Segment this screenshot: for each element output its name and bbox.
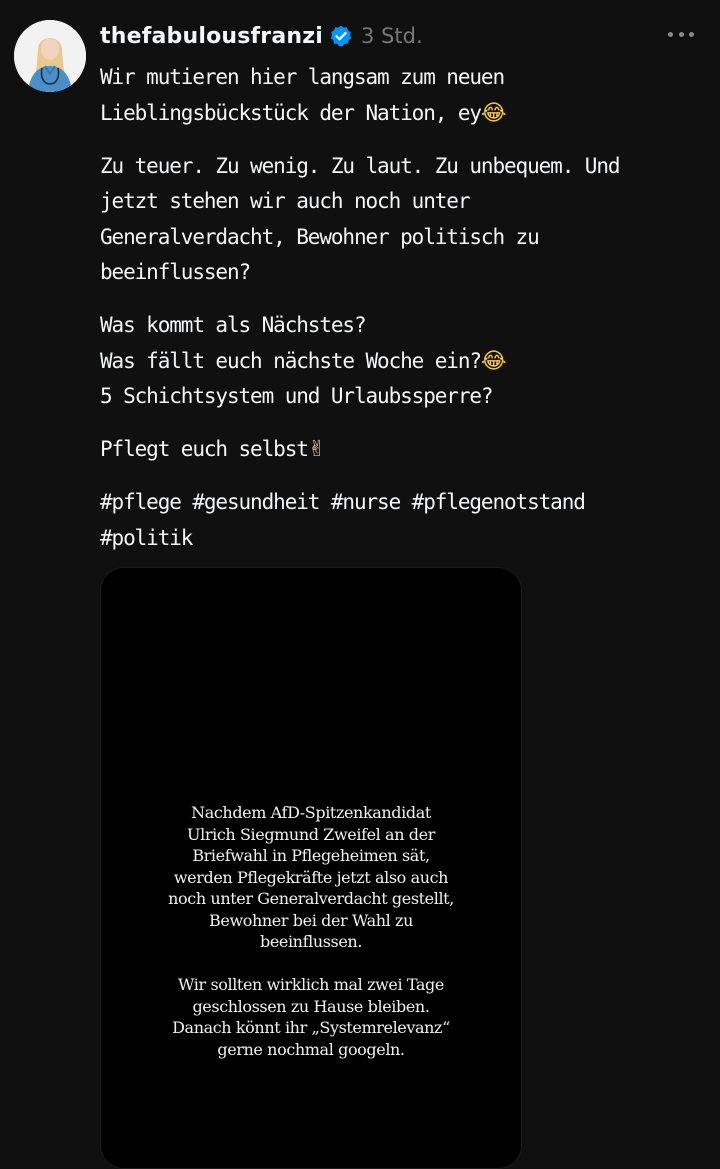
image-text-line: Danach könnt ihr „Systemrelevanz“ (172, 1018, 450, 1037)
image-text-line: Wir sollten wirklich mal zwei Tage (178, 975, 444, 994)
image-text-line: Nachdem AfD-Spitzenkandidat (191, 803, 431, 822)
caption-line: Was fällt euch nächste Woche ein? (100, 348, 481, 373)
hashtag-line[interactable]: #politik (100, 525, 193, 550)
caption-line: 5 Schichtsystem und Urlaubssperre? (100, 384, 493, 408)
caption-line: Lieblingsbückstück der Nation, ey (100, 100, 481, 125)
caption-paragraph (100, 432, 700, 468)
avatar-image (14, 20, 86, 92)
post-timestamp: 3 Std. (361, 24, 423, 48)
caption-line: jetzt stehen wir auch noch unter (100, 189, 470, 213)
caption-paragraph (100, 60, 700, 131)
hashtag-line[interactable]: #pflege #gesundheit #nurse #pflegenotstand (100, 490, 585, 514)
avatar[interactable] (14, 20, 86, 92)
more-options-icon[interactable] (668, 24, 694, 44)
image-text-line: werden Pflegekräfte jetzt also auch (173, 867, 449, 887)
image-text-line: beeinflussen. (259, 932, 363, 951)
image-text-line: Ulrich Siegmund Zweifel an der (187, 824, 435, 844)
image-text-line: gerne nochmal googeln. (217, 1039, 405, 1059)
username[interactable]: thefabulousfranzi (100, 23, 324, 49)
laughing-tears-emoji: 😂 (480, 348, 507, 374)
caption-paragraph (100, 308, 700, 415)
caption-line: beeinflussen? (100, 260, 251, 284)
post-image[interactable] (100, 567, 522, 1169)
verified-badge-icon (329, 24, 353, 48)
post-header (100, 18, 423, 54)
caption-line: Wir mutieren hier langsam zum neuen (100, 65, 505, 89)
post-caption (100, 60, 700, 574)
hashtags (100, 485, 700, 556)
caption-paragraph (100, 149, 700, 291)
image-text (101, 802, 521, 1060)
caption-line: Zu teuer. Zu wenig. Zu laut. Zu unbequem. Und (100, 153, 620, 178)
caption-line: Generalverdacht, Bewohner politisch zu (100, 224, 539, 249)
victory-hand-emoji: ✌ (307, 437, 327, 462)
caption-line: Pflegt euch selbst (100, 437, 308, 461)
image-text-line: noch unter Generalverdacht gestellt, (168, 889, 454, 908)
laughing-tears-emoji: 😂 (480, 100, 507, 126)
image-text-line: geschlossen zu Hause bleiben. (192, 996, 430, 1016)
image-text-line: Briefwahl in Pflegeheimen sät, (192, 846, 430, 865)
caption-line: Was kommt als Nächstes? (100, 313, 366, 337)
image-text-line: Bewohner bei der Wahl zu (209, 910, 413, 930)
